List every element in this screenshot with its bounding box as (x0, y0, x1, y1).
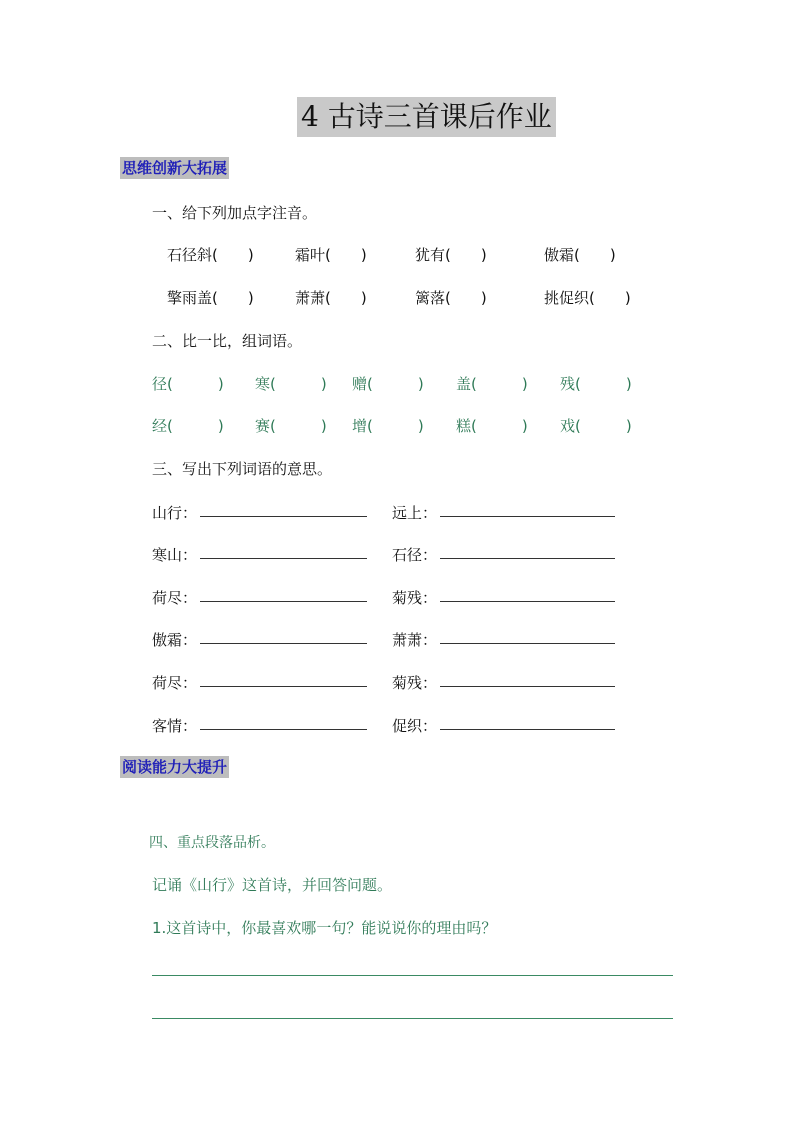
section-tag-reading: 阅读能力大提升 (122, 758, 228, 776)
term-label: 荷尽： (152, 589, 198, 607)
term-label: 促织： (392, 717, 438, 735)
question-1-heading: 一、给下列加点字注音。 (152, 204, 318, 222)
pinyin-item: 擎雨盖( ) (167, 289, 254, 307)
compare-item: 经( ) (152, 417, 224, 435)
term-label: 寒山： (152, 546, 198, 564)
answer-line[interactable] (152, 975, 673, 976)
answer-line[interactable] (440, 516, 615, 517)
pinyin-item: 萧萧( ) (295, 289, 367, 307)
term-label: 萧萧： (392, 631, 438, 649)
compare-item: 赛( ) (255, 417, 327, 435)
section-tag-thinking: 思维创新大拓展 (122, 159, 228, 177)
answer-line[interactable] (152, 1018, 673, 1019)
answer-line[interactable] (200, 601, 367, 602)
term-label: 菊残： (392, 674, 438, 692)
sub-question-1: 1.这首诗中，你最喜欢哪一句？能说说你的理由吗？ (152, 919, 497, 937)
pinyin-item: 挑促织( ) (544, 289, 631, 307)
answer-line[interactable] (440, 558, 615, 559)
instruction: 记诵《山行》这首诗，并回答问题。 (152, 876, 393, 894)
pinyin-item: 傲霜( ) (544, 246, 616, 264)
question-2-heading: 二、比一比，组词语。 (152, 332, 303, 350)
term-label: 荷尽： (152, 674, 198, 692)
compare-item: 残( ) (560, 375, 632, 393)
term-label: 傲霜： (152, 631, 198, 649)
compare-item: 盖( ) (456, 375, 528, 393)
term-label: 石径： (392, 546, 438, 564)
answer-line[interactable] (200, 516, 367, 517)
pinyin-item: 犹有( ) (415, 246, 487, 264)
compare-item: 寒( ) (255, 375, 327, 393)
term-label: 山行： (152, 504, 198, 522)
question-3-heading: 三、写出下列词语的意思。 (152, 460, 333, 478)
answer-line[interactable] (200, 686, 367, 687)
compare-item: 糕( ) (456, 417, 528, 435)
pinyin-item: 石径斜( ) (167, 246, 254, 264)
term-label: 菊残： (392, 589, 438, 607)
answer-line[interactable] (200, 729, 367, 730)
pinyin-item: 篱落( ) (415, 289, 487, 307)
compare-item: 径( ) (152, 375, 224, 393)
answer-line[interactable] (440, 729, 615, 730)
compare-item: 戏( ) (560, 417, 632, 435)
answer-line[interactable] (440, 686, 615, 687)
question-4-heading: 四、重点段落品析。 (149, 835, 275, 851)
pinyin-item: 霜叶( ) (295, 246, 367, 264)
answer-line[interactable] (200, 558, 367, 559)
compare-item: 赠( ) (352, 375, 424, 393)
answer-line[interactable] (440, 643, 615, 644)
answer-line[interactable] (200, 643, 367, 644)
answer-line[interactable] (440, 601, 615, 602)
term-label: 远上： (392, 504, 438, 522)
term-label: 客情： (152, 717, 198, 735)
page-title: 4 古诗三首课后作业 (297, 97, 556, 137)
compare-item: 增( ) (352, 417, 424, 435)
